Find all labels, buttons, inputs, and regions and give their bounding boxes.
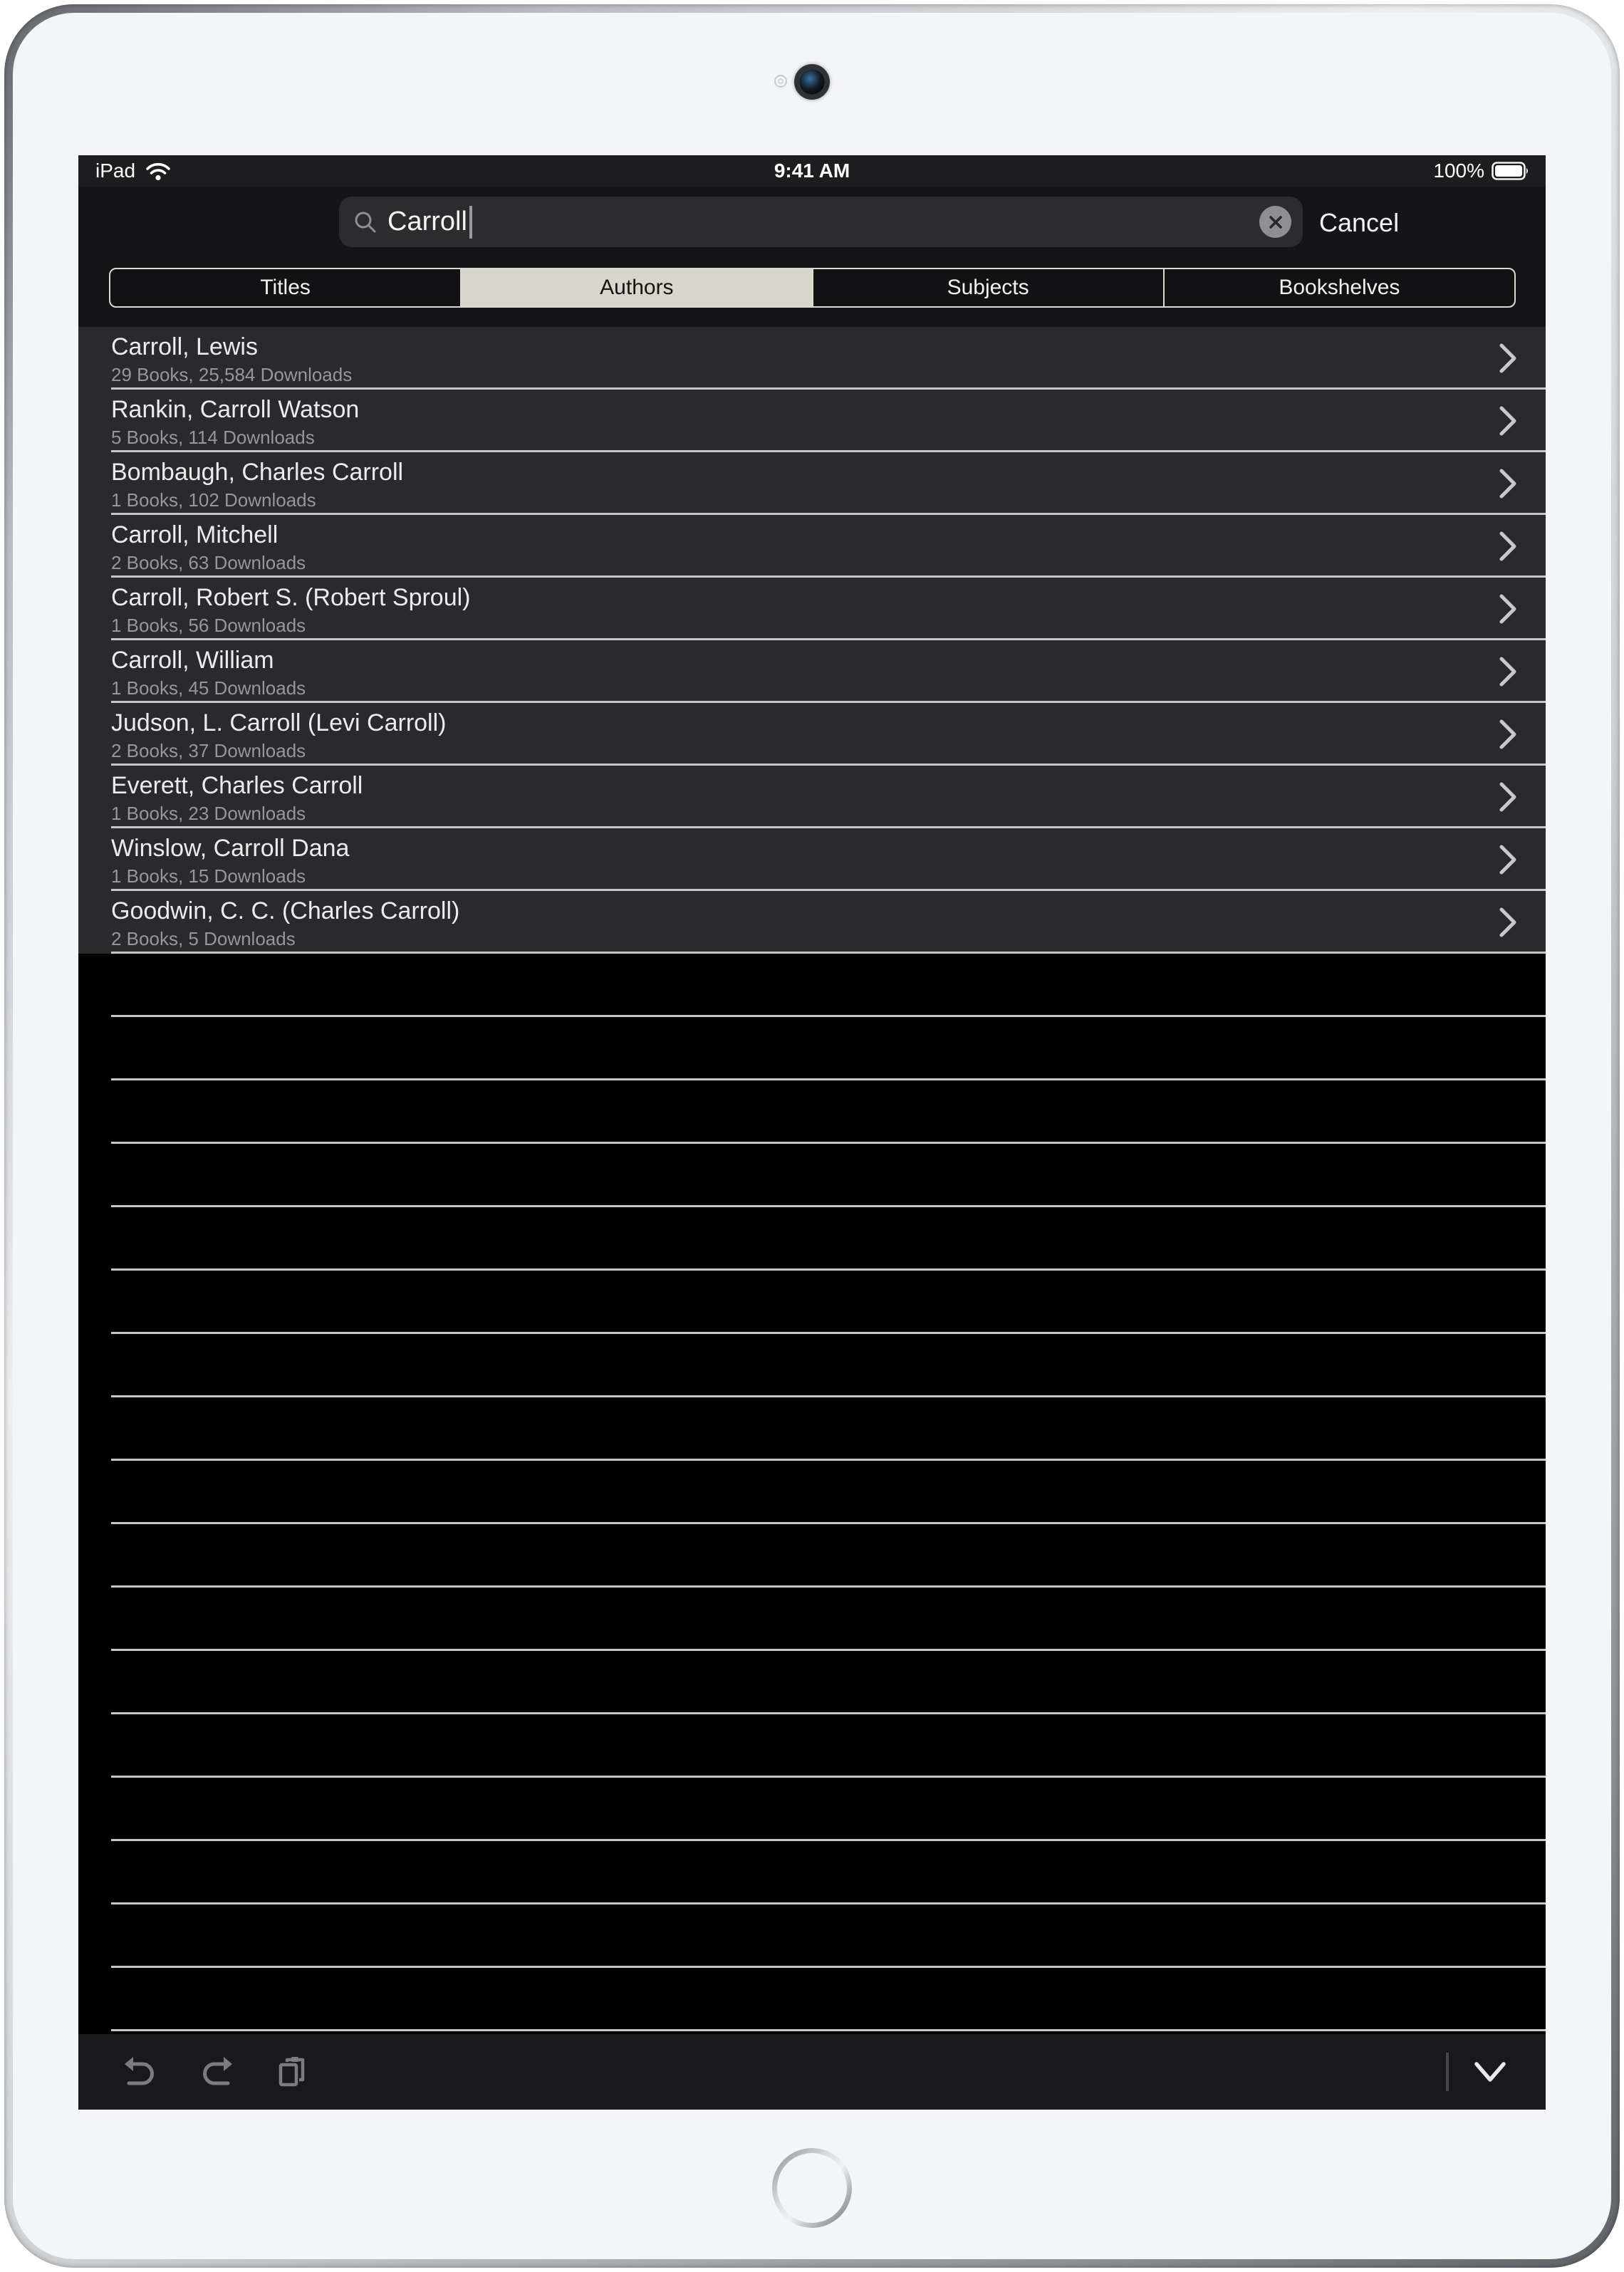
magnifier-icon: [353, 210, 378, 234]
chevron-right-icon: [1499, 468, 1517, 499]
toolbar-divider: [1446, 2053, 1449, 2091]
author-detail: 5 Books, 114 Downloads: [111, 427, 315, 448]
author-row[interactable]: [78, 452, 1546, 515]
status-right-group: [1433, 155, 1530, 187]
author-name: Carroll, William: [111, 647, 274, 674]
author-name: Everett, Charles Carroll: [111, 772, 363, 799]
author-detail: 2 Books, 37 Downloads: [111, 740, 306, 761]
tab-subjects[interactable]: Subjects: [812, 269, 1163, 306]
home-button[interactable]: [772, 2148, 852, 2228]
status-bar: [78, 155, 1546, 187]
author-detail: 29 Books, 25,584 Downloads: [111, 364, 353, 385]
battery-percent-label: 100%: [1433, 160, 1484, 182]
author-results-list: [78, 327, 1546, 954]
chevron-right-icon: [1499, 907, 1517, 938]
author-detail: 1 Books, 23 Downloads: [111, 803, 306, 824]
author-name: Winslow, Carroll Dana: [111, 835, 350, 862]
author-detail: 2 Books, 5 Downloads: [111, 928, 296, 949]
chevron-right-icon: [1499, 781, 1517, 813]
author-row[interactable]: [78, 703, 1546, 766]
scope-segmented-control: [109, 268, 1516, 308]
empty-row-separators: [111, 954, 1546, 2034]
author-row[interactable]: [78, 640, 1546, 703]
author-name: Carroll, Mitchell: [111, 521, 279, 548]
author-row[interactable]: [78, 828, 1546, 891]
chevron-right-icon: [1499, 405, 1517, 437]
author-name: Rankin, Carroll Watson: [111, 396, 360, 423]
author-detail: 1 Books, 56 Downloads: [111, 615, 306, 636]
search-input[interactable]: [339, 197, 1303, 247]
cancel-button[interactable]: Cancel: [1319, 208, 1400, 237]
author-row[interactable]: [78, 891, 1546, 954]
chevron-right-icon: [1499, 343, 1517, 374]
author-row[interactable]: [78, 390, 1546, 452]
text-caret: [469, 206, 472, 239]
tab-bookshelves[interactable]: Bookshelves: [1163, 269, 1514, 306]
chevron-right-icon: [1499, 593, 1517, 625]
author-name: Goodwin, C. C. (Charles Carroll): [111, 897, 460, 924]
author-detail: 1 Books, 45 Downloads: [111, 677, 306, 699]
author-detail: 1 Books, 102 Downloads: [111, 489, 316, 511]
author-name: Carroll, Lewis: [111, 333, 258, 360]
search-header: [78, 187, 1546, 327]
home-button-inner: [777, 2153, 847, 2223]
clear-search-button[interactable]: [1259, 206, 1291, 238]
author-row[interactable]: [78, 766, 1546, 828]
front-camera-icon: [799, 69, 825, 95]
keyboard-toolbar: [78, 2034, 1546, 2110]
author-name: Bombaugh, Charles Carroll: [111, 459, 404, 486]
clock-label: 9:41 AM: [774, 160, 850, 182]
author-row[interactable]: [78, 515, 1546, 578]
search-query-text: Carroll: [387, 207, 467, 236]
chevron-right-icon: [1499, 656, 1517, 687]
author-row[interactable]: [78, 327, 1546, 390]
empty-rows-area: [78, 954, 1546, 2034]
chevron-right-icon: [1499, 844, 1517, 875]
tab-titles[interactable]: Titles: [260, 276, 311, 299]
light-sensor-icon: [774, 75, 787, 88]
author-name: Carroll, Robert S. (Robert Sproul): [111, 584, 471, 611]
chevron-right-icon: [1499, 531, 1517, 562]
screen: [78, 155, 1546, 2110]
paste-icon[interactable]: [276, 2056, 308, 2088]
author-name: Judson, L. Carroll (Levi Carroll): [111, 709, 447, 736]
carrier-label: iPad: [95, 160, 136, 182]
chevron-down-icon[interactable]: [1474, 2061, 1506, 2083]
chevron-right-icon: [1499, 719, 1517, 750]
redo-icon[interactable]: [202, 2056, 233, 2088]
close-icon: [1268, 214, 1284, 230]
undo-icon[interactable]: [124, 2056, 155, 2088]
author-detail: 1 Books, 15 Downloads: [111, 865, 306, 887]
battery-full-icon: [1492, 162, 1530, 180]
author-detail: 2 Books, 63 Downloads: [111, 552, 306, 573]
author-row[interactable]: [78, 578, 1546, 640]
tab-authors[interactable]: Authors: [460, 269, 811, 306]
